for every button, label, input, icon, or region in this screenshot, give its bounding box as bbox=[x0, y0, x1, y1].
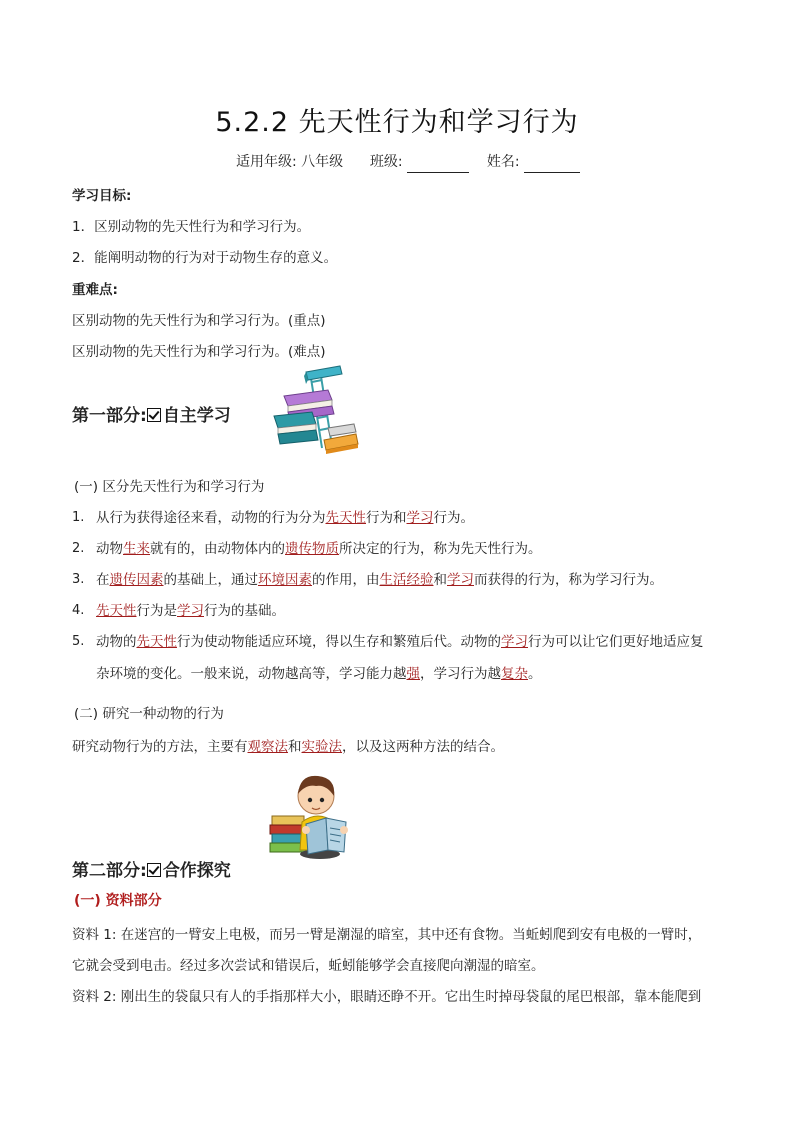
q5-text-line2 bbox=[96, 664, 542, 684]
q1-t1: 从行为获得途径来看，动物的行为分为 bbox=[96, 510, 326, 526]
part1-section-1: (一) 区分先天性行为和学习行为 bbox=[74, 479, 265, 495]
name-blank[interactable] bbox=[524, 156, 580, 173]
q3-t3: 的作用，由 bbox=[312, 572, 380, 588]
q2-text bbox=[96, 539, 542, 559]
key-point-2: 区别动物的先天性行为和学习行为。(难点) bbox=[72, 344, 326, 360]
q3-answer-2: 环境因素 bbox=[258, 572, 312, 588]
q1-answer-2: 学习 bbox=[406, 510, 434, 526]
q2-number: 2. bbox=[72, 541, 85, 556]
method-t2: 和 bbox=[288, 739, 302, 755]
q4-answer-1: 先天性 bbox=[96, 603, 137, 619]
part1-heading-label: 第一部分: bbox=[72, 406, 147, 426]
goal-item-2: 2．能阐明动物的行为对于动物生存的意义。 bbox=[72, 250, 338, 266]
class-blank[interactable] bbox=[407, 156, 469, 173]
part2-section-1: (一) 资料部分 bbox=[74, 893, 162, 909]
class-label: 班级: bbox=[369, 154, 403, 170]
part1-heading-suffix: 自主学习 bbox=[162, 406, 231, 426]
q5-answer-1: 先天性 bbox=[136, 634, 177, 650]
q5-answer-4: 复杂 bbox=[501, 666, 528, 682]
q4-t1: 行为是 bbox=[136, 603, 177, 619]
name-label: 姓名: bbox=[486, 154, 520, 170]
method-answer-2: 实验法 bbox=[301, 739, 342, 755]
q1-number: 1. bbox=[72, 510, 85, 525]
q1-t2: 行为和 bbox=[366, 510, 407, 526]
page-title: 5.2.2 先天性行为和学习行为 bbox=[215, 107, 579, 138]
q5-t1: 动物的 bbox=[96, 634, 137, 650]
q5-number: 5. bbox=[72, 634, 85, 649]
q4-answer-2: 学习 bbox=[177, 603, 204, 619]
part2-heading bbox=[72, 861, 231, 881]
checkbox-icon bbox=[147, 863, 161, 877]
q5-answer-3: 强 bbox=[406, 666, 420, 682]
books-ladder-icon bbox=[270, 362, 362, 454]
q4-number: 4. bbox=[72, 603, 85, 618]
q3-t4: 和 bbox=[433, 572, 447, 588]
key-points-heading: 重难点: bbox=[72, 282, 118, 298]
material-2-line-1: 资料 2: 刚出生的袋鼠只有人的手指那样大小，眼睛还睁不开。它出生时掉母袋鼠的尾巴根部，靠本能爬到 bbox=[72, 989, 702, 1005]
q3-answer-3: 生活经验 bbox=[379, 572, 434, 588]
q3-answer-4: 学习 bbox=[447, 572, 474, 588]
part2-heading-label: 第二部分: bbox=[72, 861, 147, 881]
q1-text bbox=[96, 508, 474, 528]
method-answer-1: 观察法 bbox=[247, 739, 288, 755]
method-text bbox=[72, 737, 504, 757]
q3-number: 3. bbox=[72, 572, 85, 587]
q3-t5: 而获得的行为，称为学习行为。 bbox=[474, 572, 663, 588]
material-1-line-1: 资料 1: 在迷宫的一臂安上电极，而另一臂是潮湿的暗室，其中还有食物。当蚯蚓爬到安有电极的一臂时， bbox=[72, 927, 702, 943]
part2-heading-suffix: 合作探究 bbox=[162, 861, 231, 881]
material-1-line-2: 它就会受到电击。经过多次尝试和错误后，蚯蚓能够学会直接爬向潮湿的暗室。 bbox=[72, 958, 545, 974]
q3-t1: 在 bbox=[96, 572, 110, 588]
method-t3: ，以及这两种方法的结合。 bbox=[342, 739, 504, 755]
grade-label: 适用年级: 八年级 bbox=[236, 154, 344, 170]
checkbox-icon bbox=[147, 408, 161, 422]
method-t1: 研究动物行为的方法，主要有 bbox=[72, 739, 248, 755]
q2-answer-1: 生来 bbox=[123, 541, 150, 557]
q4-t2: 行为的基础。 bbox=[204, 603, 285, 619]
q5-answer-2: 学习 bbox=[501, 634, 528, 650]
goals-heading: 学习目标: bbox=[72, 188, 132, 204]
q1-answer-1: 先天性 bbox=[325, 510, 366, 526]
q5-t4: 杂环境的变化。一般来说，动物越高等，学习能力越 bbox=[96, 666, 407, 682]
q3-t2: 的基础上，通过 bbox=[163, 572, 258, 588]
goal-item-1: 1．区别动物的先天性行为和学习行为。 bbox=[72, 219, 311, 235]
q2-t1: 动物 bbox=[96, 541, 123, 557]
q5-text-line1 bbox=[96, 632, 704, 652]
q4-text bbox=[96, 601, 285, 621]
q5-t5: ，学习行为越 bbox=[420, 666, 501, 682]
q5-t3: 行为可以让它们更好地适应复 bbox=[528, 634, 704, 650]
q2-t3: 所决定的行为，称为先天性行为。 bbox=[339, 541, 542, 557]
q2-answer-2: 遗传物质 bbox=[285, 541, 339, 557]
q5-t2: 行为使动物能适应环境，得以生存和繁殖后代。动物的 bbox=[177, 634, 501, 650]
q2-t2: 就有的，由动物体内的 bbox=[150, 541, 285, 557]
q5-t6: 。 bbox=[528, 666, 542, 682]
part1-heading bbox=[72, 406, 231, 426]
q3-answer-1: 遗传因素 bbox=[109, 572, 164, 588]
key-point-1: 区别动物的先天性行为和学习行为。(重点) bbox=[72, 313, 326, 329]
part1-section-2: (二) 研究一种动物的行为 bbox=[74, 706, 224, 722]
q1-t3: 行为。 bbox=[433, 510, 474, 526]
reading-boy-icon bbox=[268, 770, 358, 862]
q3-text bbox=[96, 570, 663, 590]
meta-line bbox=[236, 151, 580, 173]
